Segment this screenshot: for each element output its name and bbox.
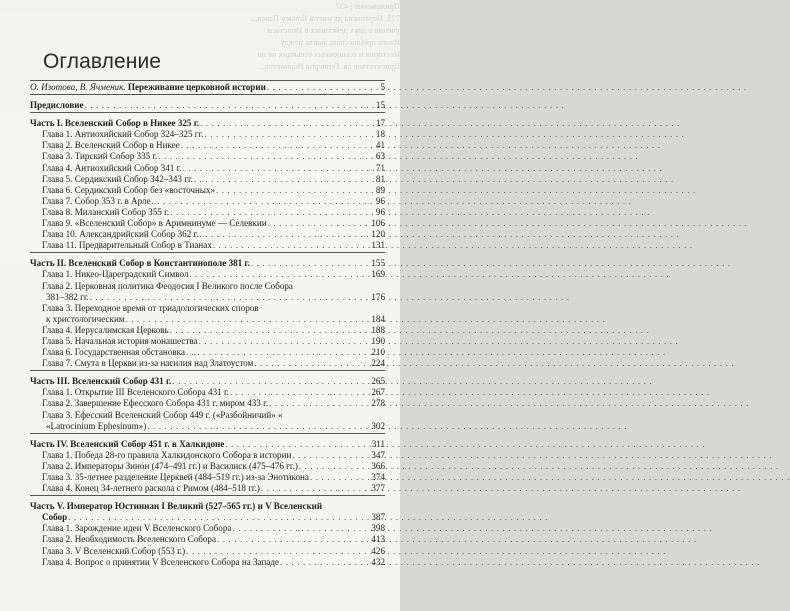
toc-chapter: [30, 303, 385, 314]
show-through-line: учения о двух действиях в Ипостаси: [267, 25, 400, 35]
page-number: 398: [371, 523, 385, 534]
page-number: 374: [371, 472, 385, 482]
chapter-title: Глава 2. Необходимость Вселенского Собора: [42, 534, 217, 545]
page-number: 89: [375, 184, 385, 195]
toc-chapter: [30, 129, 385, 140]
chapter-title: Глава 9. «Вселенский Собор» в Аримнинуме — Селевкии: [42, 218, 267, 229]
toc-chapter: [30, 523, 385, 534]
page-number: 81: [375, 173, 385, 184]
toc-part: [30, 439, 385, 450]
dot-leader: [251, 258, 370, 269]
dot-leader: [186, 546, 370, 557]
divider: [30, 112, 385, 113]
chapter-title: Глава 2. Императоры Зинон (474–491 гг.) и Василиск (475–476 гг.): [42, 460, 298, 471]
dot-leader: [200, 229, 371, 240]
page-number: 96: [375, 195, 385, 206]
divider: [30, 433, 385, 434]
chapter-title: Глава 1. Антиохийский Собор 324–325 гг.: [42, 129, 204, 140]
page-number: 169: [371, 269, 385, 280]
dot-leader: [152, 196, 375, 207]
page-number: 432: [371, 556, 385, 567]
page-number: 131: [371, 240, 385, 251]
dot-leader: [267, 82, 380, 93]
toc-chapter: [30, 483, 385, 494]
dot-leader: [194, 174, 375, 185]
toc-part: [30, 376, 385, 387]
toc-chapter: [30, 398, 385, 409]
show-through-text: [140, 0, 400, 84]
dot-leader: [232, 523, 370, 534]
toc-chapter: [30, 269, 385, 280]
divider: [30, 252, 385, 253]
show-through-line: Итоги прения свящ. пакта между: [280, 37, 400, 47]
dot-leader: [216, 185, 375, 196]
divider: [30, 80, 385, 81]
dot-leader: [181, 140, 375, 151]
part-title: Часть III. Вселенский Собор 431 г.: [30, 376, 172, 387]
dot-leader: [280, 557, 370, 568]
divider: [30, 94, 385, 95]
toc-chapter: [30, 140, 385, 151]
divider: [30, 370, 385, 371]
page-number: 210: [371, 347, 385, 358]
page-number: 41: [375, 140, 385, 151]
show-through-line: 775. Переписка дт имени Ilmtaey Павел...: [250, 13, 400, 23]
dot-leader: [200, 118, 375, 129]
chapter-title-continued: 381–382 гг.: [46, 291, 89, 302]
toc-chapter: [30, 174, 385, 185]
chapter-title: Глава 4. Антиохийский Собор 341 г.: [42, 162, 182, 173]
dot-leader: [204, 129, 374, 140]
chapter-title: Глава 4. Конец 34-летнего раскола с Римом (484–518 гг.): [42, 483, 260, 494]
page-number: 426: [371, 545, 385, 556]
dot-leader: [172, 376, 370, 387]
page-number: 302: [371, 420, 385, 431]
dot-leader: [158, 151, 374, 162]
page-number: 188: [371, 324, 385, 335]
toc-chapter: [30, 347, 385, 358]
dot-leader: [126, 314, 371, 325]
chapter-title: Глава 10. Александрийский Собор 362 г.: [42, 229, 199, 240]
dot-leader: [170, 325, 371, 336]
toc-chapter: [30, 325, 385, 336]
dot-leader: [261, 483, 370, 494]
chapter-title: Глава 1. Зарождение идеи V Вселенского Собора: [42, 523, 232, 534]
show-through-line: Присутствие св. Гепперпа Иоаннитск...: [257, 61, 400, 71]
page-number: 377: [371, 483, 385, 494]
page-number: 15: [375, 100, 385, 111]
toc-chapter: [30, 240, 385, 251]
dot-leader: [225, 439, 370, 450]
dot-leader: [90, 292, 371, 303]
part-title-continued: Собор: [42, 512, 68, 523]
chapter-title: Глава 6. Сердикский Собор без «восточных»: [42, 184, 216, 195]
chapter-title: Глава 6. Государственная обстановка: [42, 347, 185, 358]
page-number: 224: [371, 358, 385, 369]
chapter-title: Глава 3. Ефесский Вселенский Собор 449 г. («Разбойничий» «: [42, 409, 283, 420]
foreword-title: Предисловие: [30, 100, 84, 111]
page-number: 366: [371, 460, 385, 471]
dot-leader: [170, 207, 375, 218]
toc-chapter: [30, 151, 385, 162]
dot-leader: [310, 472, 370, 483]
page-number: 413: [371, 534, 385, 545]
chapter-title: Глава 8. Миланский Собор 355 г.: [42, 206, 170, 217]
chapter-title: Глава 1. Никео-Цареградский Символ: [42, 269, 189, 280]
dot-leader: [186, 347, 370, 358]
toc-chapter: [30, 472, 385, 483]
toc-chapter: [30, 546, 385, 557]
chapter-title: Глава 3. 35-летнее разделение Церквей (484–519 гг.) из-за Энотикона: [42, 472, 309, 482]
toc-part: [30, 258, 385, 269]
page-number: 120: [371, 229, 385, 240]
chapter-title: Глава 3. Тирский Собор 335 г.: [42, 151, 158, 162]
chapter-title: Глава 5. Сердикский Собор 342–343 гг.: [42, 173, 193, 184]
page-number: 278: [371, 398, 385, 409]
toc-chapter: [30, 207, 385, 218]
part-title: Часть II. Вселенский Собор в Константинополе 381 г.: [30, 258, 250, 269]
chapter-title: Глава 2. Завершение Ефесского Собора 431 г. миром 433 г.: [42, 398, 269, 409]
page-number: 267: [371, 387, 385, 398]
dot-leader: [230, 387, 370, 398]
toc-chapter: [30, 185, 385, 196]
toc-chapter: [30, 557, 385, 568]
toc-chapter: [30, 461, 385, 472]
toc-chapter-continued: [30, 421, 385, 432]
page-number: 176: [371, 291, 385, 302]
show-through-line: Приложение | 437: [335, 1, 400, 11]
chapter-title: Глава 4. Вопрос о принятии V Вселенского Собора на Западе: [42, 556, 280, 567]
chapter-title: Глава 11. Предварительный Собор в Тианах: [42, 240, 212, 251]
dot-leader: [268, 218, 371, 229]
intro-title: Переживание церковной истории: [127, 82, 266, 92]
page-number: 387: [371, 512, 385, 523]
toc-chapter: [30, 336, 385, 347]
chapter-title: Глава 1. Открытие III Вселенского Собора 431 г.: [42, 387, 229, 398]
chapter-title: Глава 2. Церковная политика Феодосия I Великого после Собора: [42, 280, 293, 291]
chapter-title: Глава 5. Начальная история монашества: [42, 335, 198, 346]
toc-chapter: [30, 450, 385, 461]
page-number: 17: [375, 118, 385, 129]
dot-leader: [199, 336, 371, 347]
chapter-title: Глава 3. Переходное время от триадологических споров: [42, 302, 259, 313]
toc-part: [30, 118, 385, 129]
toc-chapter: [30, 410, 385, 421]
chapter-title: Глава 7. Собор 353 г. в Арле: [42, 195, 151, 206]
page-number: 18: [375, 129, 385, 140]
chapter-title-continued: «Latrocinium Ephesinum»): [46, 420, 147, 431]
dot-leader: [183, 163, 375, 174]
dot-leader: [85, 100, 375, 111]
chapter-title: Глава 4. Иерусалимская Церковь: [42, 324, 169, 335]
page-number: 190: [371, 335, 385, 346]
toc-chapter: [30, 218, 385, 229]
page-number: 311: [371, 438, 385, 449]
toc-chapter: [30, 534, 385, 545]
toc-chapter: [30, 281, 385, 292]
part-title: Часть V. Император Юстиниан I Великий (527–565 гг.) и V Вселенский: [30, 501, 323, 512]
page-number: 155: [371, 258, 385, 269]
toc-part: [30, 501, 385, 512]
intro-authors: О. Изотова, В. Ячменик.: [30, 82, 126, 92]
page-number: 265: [371, 376, 385, 387]
page-number: 63: [375, 151, 385, 162]
dot-leader: [189, 269, 370, 280]
page-number: 106: [371, 218, 385, 229]
chapter-title: Глава 3. V Вселенский Собор (553 г.): [42, 545, 186, 556]
part-title: Часть I. Вселенский Собор в Никее 325 г.: [30, 118, 200, 129]
dot-leader: [292, 450, 370, 461]
dot-leader: [147, 421, 370, 432]
dot-leader: [299, 461, 370, 472]
dot-leader: [269, 398, 370, 409]
show-through-line: Нестория и ссыщенных ессьнцих не на: [257, 49, 400, 59]
page-number: 347: [371, 449, 385, 460]
dot-leader: [217, 534, 370, 545]
toc-chapter: [30, 163, 385, 174]
chapter-title: Глава 1. Победа 28-го правила Халкидонского Собора в истории: [42, 449, 292, 460]
chapter-title: Глава 7. Смута в Церкви из-за насилия над Златоустом: [42, 358, 254, 369]
toc-chapter-continued: [30, 314, 385, 325]
toc-chapter-continued: [30, 292, 385, 303]
toc-chapter: [30, 387, 385, 398]
toc-entry-introduction: [30, 82, 385, 93]
toc-chapter: [30, 229, 385, 240]
toc-part-continued: [30, 512, 385, 523]
toc-chapter: [30, 358, 385, 369]
toc-entry-foreword: [30, 100, 385, 111]
page-number: 96: [375, 206, 385, 217]
dot-leader: [213, 240, 370, 251]
divider: [30, 495, 385, 496]
table-of-contents: [30, 79, 385, 568]
chapter-title-continued: к христологическим: [46, 313, 125, 324]
page-number: 184: [371, 313, 385, 324]
dot-leader: [254, 358, 370, 369]
page-number: 71: [375, 162, 385, 173]
chapter-title: Глава 2. Вселенский Собор в Никее: [42, 140, 180, 151]
part-title: Часть IV. Вселенский Собор 451 г. в Халкидоне: [30, 438, 225, 449]
page-number: 5: [380, 82, 385, 92]
toc-chapter: [30, 196, 385, 207]
dot-leader: [68, 512, 370, 523]
page-title: Оглавление: [43, 50, 162, 73]
